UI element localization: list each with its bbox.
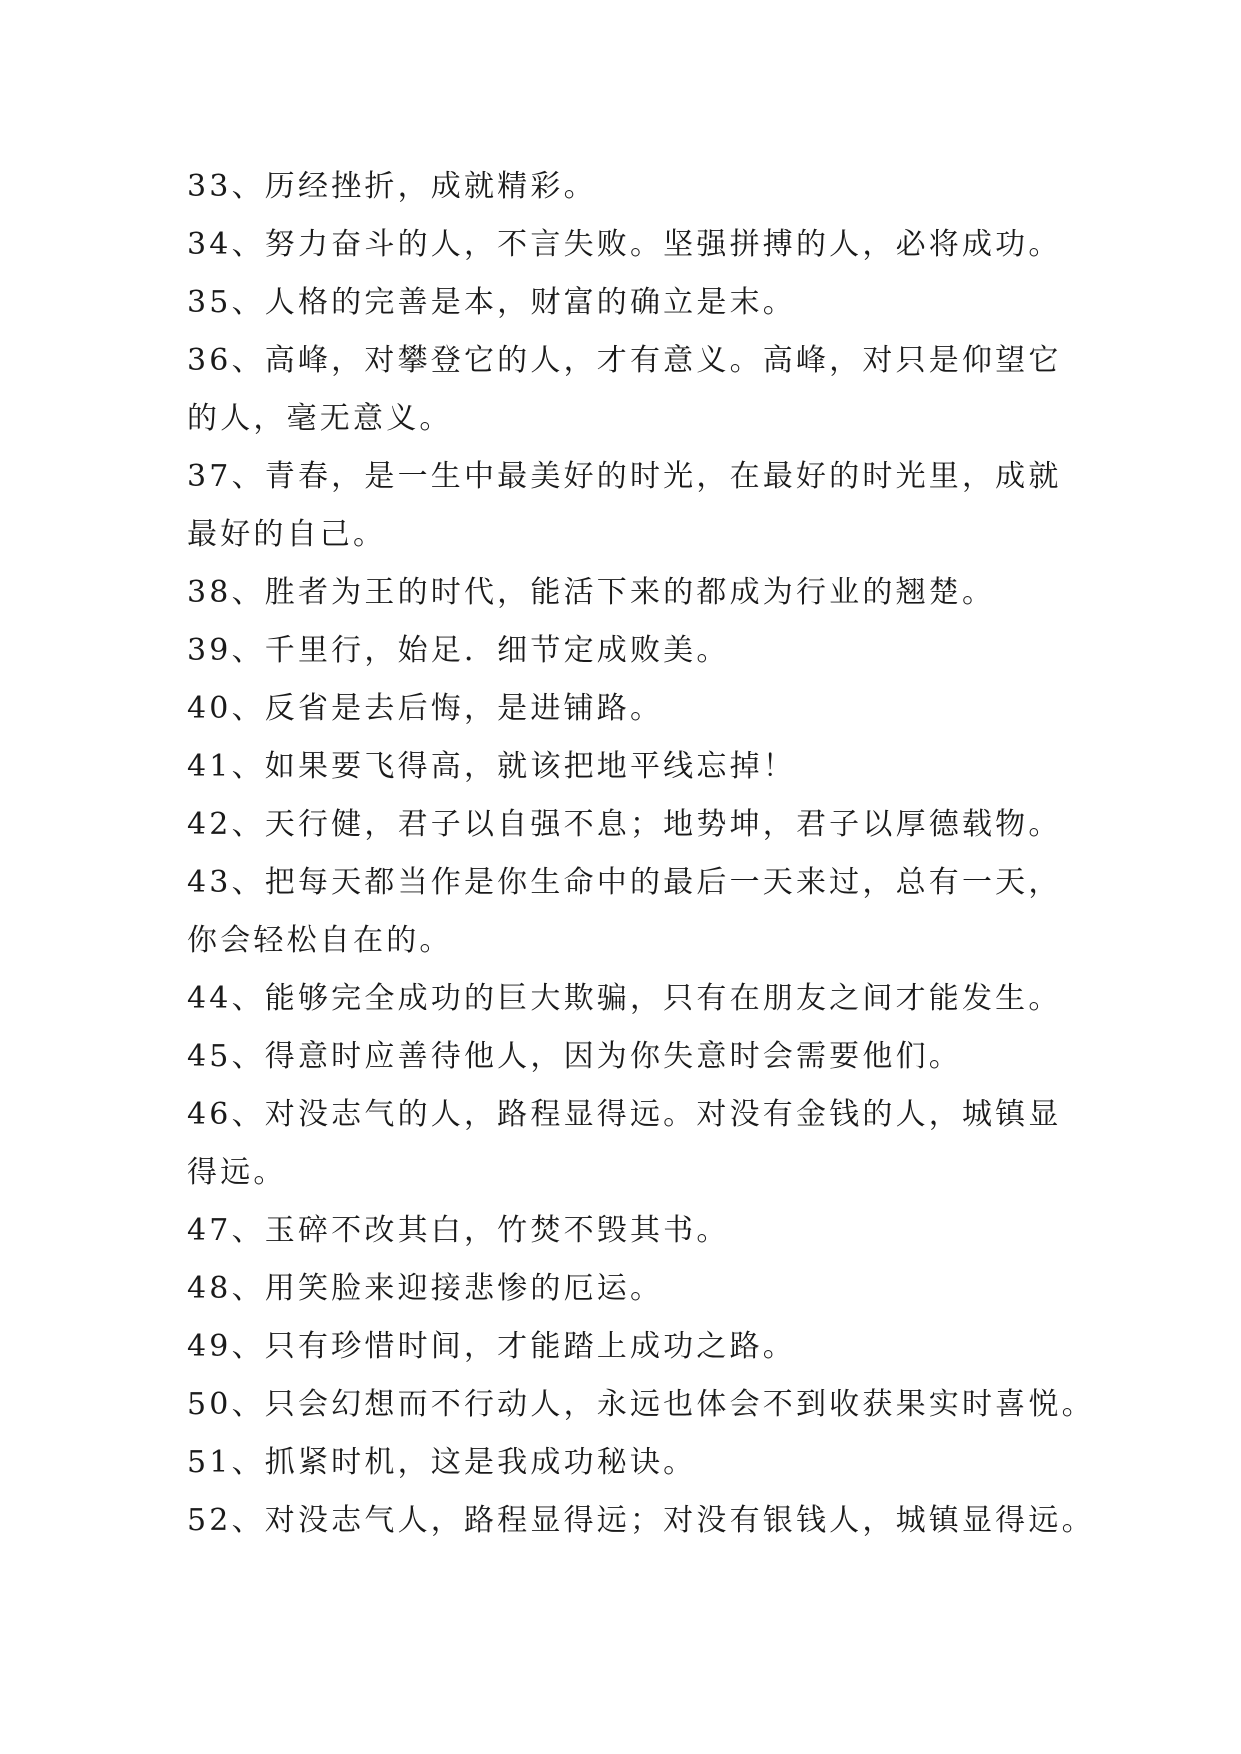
- text-line: 36、高峰，对攀登它的人，才有意义。高峰，对只是仰望它: [187, 343, 1062, 378]
- text-line: 48、用笑脸来迎接悲惨的厄运。: [187, 1271, 664, 1306]
- text-line: 34、努力奋斗的人，不言失败。坚强拼搏的人，必将成功。: [187, 227, 1062, 262]
- text-line: 得远。: [187, 1155, 287, 1190]
- text-line: 50、只会幻想而不行动人，永远也体会不到收获果实时喜悦。: [187, 1387, 1095, 1422]
- text-line: 最好的自己。: [187, 517, 387, 552]
- text-line: 37、青春，是一生中最美好的时光，在最好的时光里，成就: [187, 459, 1062, 494]
- text-line: 47、玉碎不改其白，竹焚不毁其书。: [187, 1213, 730, 1248]
- text-line: 44、能够完全成功的巨大欺骗，只有在朋友之间才能发生。: [187, 981, 1062, 1016]
- text-line: 42、天行健，君子以自强不息；地势坤，君子以厚德载物。: [187, 807, 1062, 842]
- text-line: 41、如果要飞得高，就该把地平线忘掉！: [187, 749, 796, 784]
- text-line: 你会轻松自在的。: [187, 923, 453, 958]
- text-line: 46、对没志气的人，路程显得远。对没有金钱的人，城镇显: [187, 1097, 1062, 1132]
- text-line: 45、得意时应善待他人，因为你失意时会需要他们。: [187, 1039, 962, 1074]
- text-line: 33、历经挫折，成就精彩。: [187, 169, 597, 204]
- text-line: 49、只有珍惜时间，才能踏上成功之路。: [187, 1329, 796, 1364]
- quote-list: [187, 158, 1095, 1550]
- text-line: 51、抓紧时机，这是我成功秘诀。: [187, 1445, 697, 1480]
- text-line: 38、胜者为王的时代，能活下来的都成为行业的翘楚。: [187, 575, 996, 610]
- text-line: 52、对没志气人，路程显得远；对没有银钱人，城镇显得远。: [187, 1503, 1095, 1538]
- text-line: 43、把每天都当作是你生命中的最后一天来过，总有一天，: [187, 865, 1062, 900]
- text-line: 40、反省是去后悔，是进铺路。: [187, 691, 664, 726]
- text-line: 39、千里行，始足．细节定成败美。: [187, 633, 730, 668]
- text-line: 的人，毫无意义。: [187, 401, 453, 436]
- text-line: 35、人格的完善是本，财富的确立是末。: [187, 285, 796, 320]
